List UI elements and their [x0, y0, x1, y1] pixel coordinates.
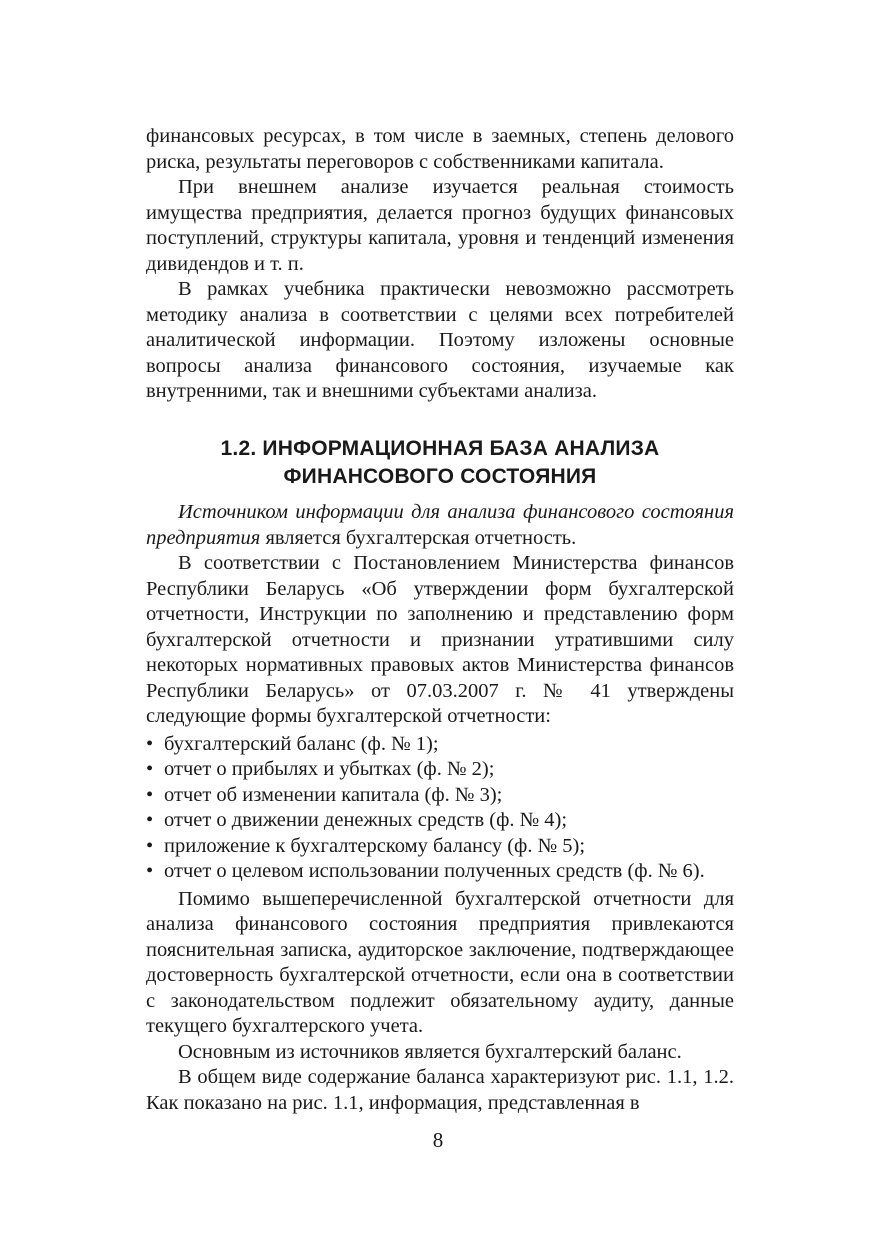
paragraph-continuation: финансовых ресурсах, в том числе в заемных, степень делового риска, результаты переговоров с собственниками капитала. — [146, 125, 734, 173]
section-body — [146, 500, 734, 1116]
page-number: 8 — [432, 1128, 444, 1152]
list-item: • бухгалтерский баланс (ф. № 1); — [146, 732, 734, 758]
section-heading — [146, 435, 734, 491]
list-item: • отчет о прибылях и убытках (ф. № 2); — [146, 757, 734, 783]
list-item: • отчет о целевом использовании полученных средств (ф. № 6). — [146, 859, 734, 885]
italic-term: Источником информации для анализа финансового состояния предприятия — [146, 501, 734, 549]
paragraph-textbook-scope: В рамках учебника практически невозможно рассмотреть методику анализа в соответствии с целями всех потребителей аналитической информации. Поэтому изложены основные вопросы анализа финансового состояния, изучаемые как внутренними, так и внешними субъектами анализа. — [146, 278, 734, 402]
section-heading-line-1: 1.2. ИНФОРМАЦИОННАЯ БАЗА АНАЛИЗА — [220, 437, 660, 460]
list-item: • отчет об изменении капитала (ф. № 3); — [146, 783, 734, 809]
top-text-block — [146, 124, 734, 405]
report-forms-list — [146, 732, 734, 885]
paragraph-external-analysis: При внешнем анализе изучается реальная стоимость имущества предприятия, делается прогноз будущих финансовых поступлений, структуры капитала, уровня и тенденций изменения дивидендов и т. п. — [146, 176, 734, 275]
list-item: • приложение к бухгалтерскому балансу (ф. № 5); — [146, 834, 734, 860]
section-heading-line-2: ФИНАНСОВОГО СОСТОЯНИЯ — [283, 465, 597, 488]
paragraph-balance-figures: В общем виде содержание баланса характеризуют рис. 1.1, 1.2. Как показано на рис. 1.1, информация, представленная в — [146, 1066, 734, 1114]
paragraph-information-source-rest: является бухгалтерская отчетность. — [260, 526, 577, 549]
list-item: • отчет о движении денежных средств (ф. № 4); — [146, 808, 734, 834]
paragraph-decree: В соответствии с Постановлением Министерства финансов Республики Беларусь «Об утверждении форм бухгалтерской отчетности, Инструкции по заполнению и представлению форм бухгалтерской отчетности и признании утратившими силу некоторых нормативных правовых актов Министерства финансов Республики Беларусь» от 07.03.2007 г. № 41 утверждены следующие формы бухгалтерской отчетности: — [146, 552, 734, 727]
paragraph-main-source: Основным из источников является бухгалтерский баланс. — [178, 1040, 682, 1063]
paragraph-additional-sources: Помимо вышеперечисленной бухгалтерской отчетности для анализа финансового состояния предприятия привлекаются пояснительная записка, аудиторское заключение, подтверждающее достоверность бухгалтерской отчетности, если она в соответствии с законодательством подлежит обязательному аудиту, данные текущего бухгалтерского учета. — [146, 887, 734, 1037]
paragraph-information-source — [146, 500, 734, 551]
